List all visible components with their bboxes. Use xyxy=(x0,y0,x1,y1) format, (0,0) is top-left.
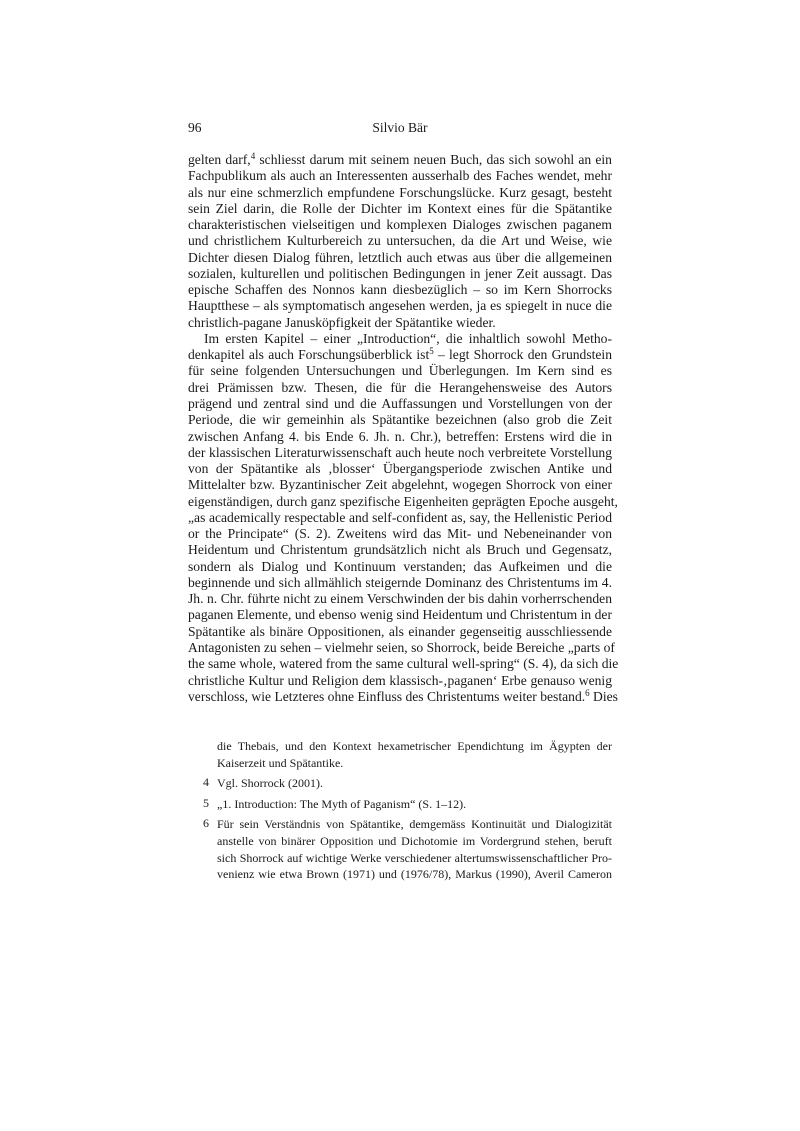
footnote-ref: 6 xyxy=(585,687,590,698)
footnote-line: anstelle von binärer Opposition und Dichotomie im Vordergrund stehen, beruft xyxy=(217,833,612,848)
text-run: paganen Elemente, und ebenso wenig sind Heidentum und Christentum in der xyxy=(188,607,612,623)
text-run: sozialen, kulturellen und politischen Bedingungen in jener Zeit aussagt. Das xyxy=(188,265,612,281)
text-run: Hauptthese – als symptomatisch angesehen werden, ja es spiegelt in nuce die xyxy=(188,298,612,314)
text-run: Fachpublikum als auch an Interessenten ausserhalb des Faches wendet, mehr xyxy=(188,168,612,184)
main-text xyxy=(188,151,619,705)
footnotes xyxy=(188,738,612,887)
text-line xyxy=(188,542,612,558)
paragraph xyxy=(188,152,612,331)
text-line xyxy=(188,687,618,705)
footnote-ref: 4 xyxy=(250,151,256,161)
text-run: or the Principate“ (S. 2). Zweitens wird das Mit- und Nebeneinander von xyxy=(188,526,612,542)
text-run: eigenständigen, durch ganz spezifische Eigenheiten geprägten Epoche ausgeht, xyxy=(188,493,618,509)
text-run: sondern als Dialog und Kontinuum verstanden; das Aufkeimen und die xyxy=(188,558,612,574)
text-run: prägend und zentral sind und die Auffassungen und Vorstellungen von der xyxy=(188,395,612,411)
footnote-line: Kaiserzeit und Spätantike. xyxy=(217,755,344,770)
text-run: Antagonisten zu sehen – vielmehr seien, so Shorrock, beide Bereiche „parts of xyxy=(188,639,615,655)
text-run: Mittelalter bzw. Byzantinischer Zeit abgelehnt, wogegen Shorrock von einer xyxy=(188,477,612,493)
footnote xyxy=(188,796,612,813)
footnote-line: die Thebais, und den Kontext hexametrischer Ependichtung im Ägypten der xyxy=(217,739,612,753)
page-number: 96 xyxy=(188,120,202,135)
text-line xyxy=(188,250,612,266)
text-line xyxy=(188,510,612,526)
text-run: christlich-pagane Janusköpfigkeit der Spätantike wieder. xyxy=(188,314,496,330)
text-line xyxy=(188,152,612,168)
text-line xyxy=(188,315,612,331)
text-line xyxy=(188,639,615,656)
footnote-number: 6 xyxy=(203,816,209,831)
text-run: Jh. n. Chr. führte nicht zu einem Verschwinden der bis dahin vorherrschenden xyxy=(188,591,612,607)
text-run: denkapitel als auch Forschungsüberblick ist xyxy=(188,347,430,363)
text-line xyxy=(188,266,612,282)
text-line xyxy=(188,656,619,672)
footnote-line: Für sein Verständnis von Spätantike, demgemäss Kontinuität und Dialogizität xyxy=(217,817,612,832)
text-line xyxy=(188,673,612,689)
text-line xyxy=(188,217,612,233)
text-line xyxy=(188,233,612,249)
footnote-number: 5 xyxy=(203,795,209,810)
footnote xyxy=(188,738,612,771)
text-run: christliche Kultur und Religion dem klassisch-‚paganen‘ Erbe genauso wenig xyxy=(188,672,612,688)
text-run: Dies xyxy=(589,688,618,704)
text-run: der klassischen Literaturwissenschaft auch heute noch verbreitete Vorstellung xyxy=(188,444,612,460)
text-run: von der Spätantike als ‚blosser‘ Übergangsperiode zwischen Antike und xyxy=(188,461,612,477)
text-line xyxy=(188,168,612,184)
text-run: – legt Shorrock den Grundstein xyxy=(433,347,613,363)
text-run: epische Schaffen des Nonnos kann diesbezüglich – so im Kern Shorrocks xyxy=(188,282,612,298)
text-run: Im ersten Kapitel – einer „Introduction“, die inhaltlich sowohl Metho- xyxy=(204,330,612,346)
text-run: Spätantike als binäre Oppositionen, als einander gegenseitig ausschliessende xyxy=(188,623,612,639)
text-run: Dichter diesen Dialog führen, letztlich auch etwas aus über die allgemeinen xyxy=(188,249,612,265)
text-line xyxy=(188,298,612,314)
text-line xyxy=(188,380,612,396)
text-line xyxy=(188,591,612,607)
footnote xyxy=(188,775,612,792)
text-line xyxy=(188,201,612,217)
text-line xyxy=(188,185,612,201)
text-line xyxy=(188,461,612,477)
text-line xyxy=(188,559,612,575)
text-run: für seine folgenden Untersuchungen und Überlegungen. Im Kern sind es xyxy=(188,363,612,379)
text-line xyxy=(188,282,612,298)
text-line xyxy=(188,445,612,461)
paragraph xyxy=(188,330,619,705)
footnote-line: venienz wie etwa Brown (1971) und (1976/78), Markus (1990), Averil Cameron xyxy=(217,867,612,882)
text-line xyxy=(188,347,612,363)
text-run: als nur eine schmerzlich empfundene Forschungslücke. Kurz gesagt, besteht xyxy=(188,184,612,200)
text-run: und christlichem Kulturbereich zu untersuchen, da die Art und Weise, wie xyxy=(188,233,612,249)
text-run: gelten darf, xyxy=(188,152,251,167)
text-line xyxy=(188,331,612,347)
footnote-number: 4 xyxy=(203,775,209,790)
running-head: Silvio Bär xyxy=(372,120,428,135)
text-run: verschloss, wie Letzteres ohne Einfluss des Christentums weiter bestand. xyxy=(188,688,586,704)
text-line xyxy=(188,493,618,510)
footnote-line: sich Shorrock auf wichtige Werke verschiedener altertumswissenschaftlicher Pro- xyxy=(217,850,612,865)
text-run: beginnende und sich allmählich steigernde Dominanz des Christentums im 4. xyxy=(188,574,612,590)
text-line xyxy=(188,412,612,428)
text-line xyxy=(188,607,612,623)
text-run: charakteristischen vielseitigen und komplexen Dialoges zwischen paganem xyxy=(188,217,612,233)
text-line xyxy=(188,363,612,379)
text-run: „as academically respectable and self-confident as, say, the Hellenistic Period xyxy=(188,509,612,525)
text-run: sein Ziel darin, die Rolle der Dichter im Kontext eines für die Spätantike xyxy=(188,200,612,216)
text-line xyxy=(188,575,612,591)
footnote-line: „1. Introduction: The Myth of Paganism“ (S. 1–12). xyxy=(217,796,467,811)
text-run: the same whole, watered from the same cultural well-spring“ (S. 4), da sich die xyxy=(188,656,619,672)
text-line xyxy=(188,526,612,542)
text-run: schliesst darum mit seinem neuen Buch, das sich sowohl an ein xyxy=(255,152,612,167)
text-run: zwischen Anfang 4. bis Ende 6. Jh. n. Chr.), betreffen: Erstens wird die in xyxy=(188,428,612,444)
text-run: Periode, die wir gemeinhin als Spätantike bezeichnen (also grob die Zeit xyxy=(188,412,612,428)
footnote-line: Vgl. Shorrock (2001). xyxy=(217,776,323,791)
text-line xyxy=(188,477,612,493)
text-run: Heidentum und Christentum grundsätzlich nicht als Bruch und Gegensatz, xyxy=(188,542,612,558)
footnote xyxy=(188,816,612,882)
text-line xyxy=(188,429,612,445)
footnote-ref: 5 xyxy=(429,346,434,357)
text-line xyxy=(188,396,612,412)
text-run: drei Prämissen bzw. Thesen, die für die Herangehensweise des Autors xyxy=(188,379,612,395)
text-line xyxy=(188,624,612,640)
